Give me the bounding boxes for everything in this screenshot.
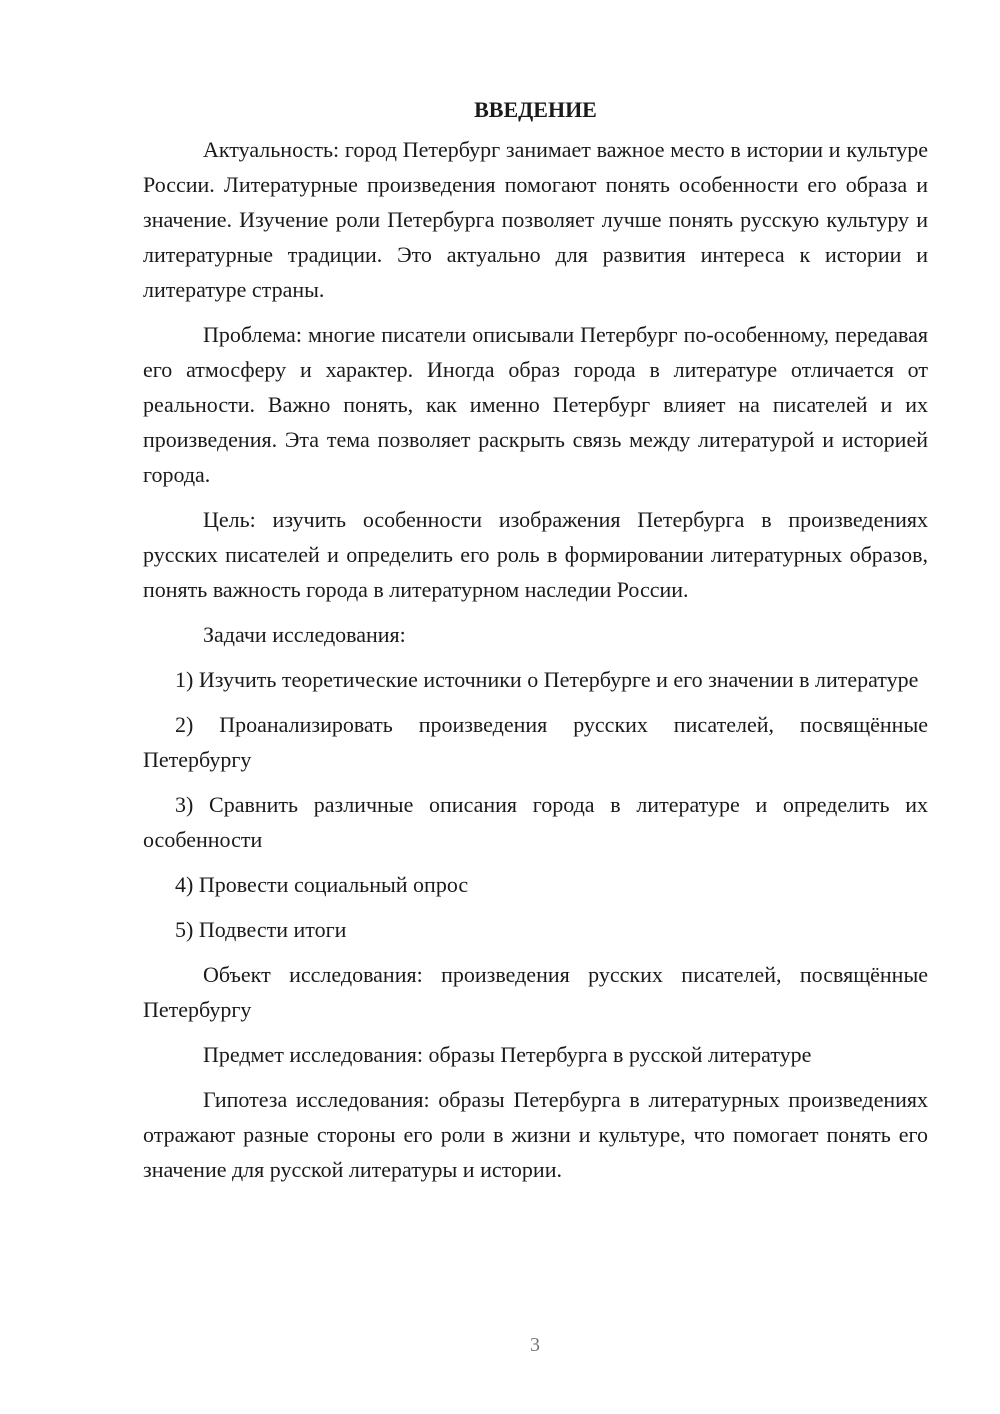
page-number: 3 bbox=[530, 1334, 540, 1356]
subject-paragraph: Предмет исследования: образы Петербурга в русской литературе bbox=[203, 1042, 812, 1067]
tasks-list bbox=[143, 662, 928, 947]
tasks-heading: Задачи исследования: bbox=[203, 622, 406, 647]
page-content bbox=[143, 92, 928, 1197]
section-title: ВВЕДЕНИЕ bbox=[474, 97, 597, 122]
list-item: 2) Проанализировать произведения русских писателей, посвящённые Петербургу bbox=[143, 712, 928, 772]
list-item: 4) Провести социальный опрос bbox=[175, 872, 469, 897]
list-item: 1) Изучить теоретические источники о Петербурге и его значении в литературе bbox=[175, 667, 919, 692]
list-item: 5) Подвести итоги bbox=[175, 917, 347, 942]
hypothesis-paragraph: Гипотеза исследования: образы Петербурга в литературных произведениях отражают разные стороны его роли в жизни и культуре, что помогает понять его значение для русской литературы и истории. bbox=[143, 1087, 928, 1182]
goal-paragraph: Цель: изучить особенности изображения Петербурга в произведениях русских писателей и определить его роль в формировании литературных образов, понять важность города в литературном наследии России. bbox=[143, 507, 928, 602]
problem-paragraph: Проблема: многие писатели описывали Петербург по-особенному, передавая его атмосферу и характер. Иногда образ города в литературе отличается от реальности. Важно понять, как именно Петербург влияет на писателей и их произведения. Эта тема позволяет раскрыть связь между литературой и историей города. bbox=[143, 322, 928, 487]
object-paragraph: Объект исследования: произведения русских писателей, посвящённые Петербургу bbox=[143, 962, 928, 1022]
list-item: 3) Сравнить различные описания города в литературе и определить их особенности bbox=[143, 792, 928, 852]
relevance-paragraph: Актуальность: город Петербург занимает важное место в истории и культуре России. Литературные произведения помогают понять особенности его образа и значение. Изучение роли Петербурга позволяет лучше понять русскую культуру и литературные традиции. Это актуально для развития интереса к истории и литературе страны. bbox=[143, 137, 928, 302]
